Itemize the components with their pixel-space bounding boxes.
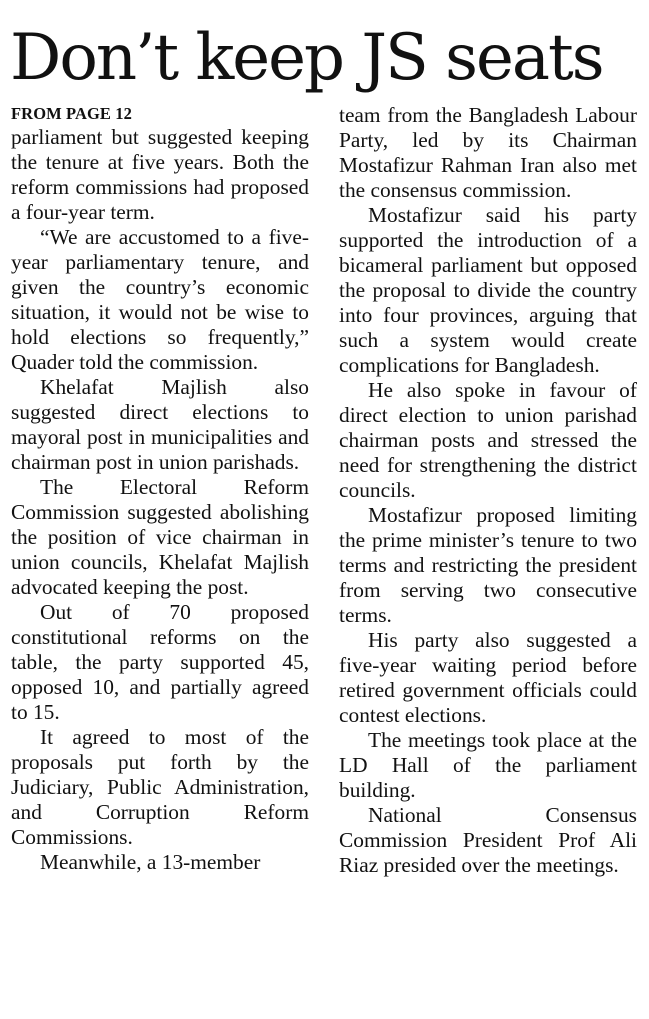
- paragraph-direct-election: He also spoke in favour of direct election to union parishad chairman posts and stressed the need for strengthening the district councils.: [339, 378, 637, 502]
- paragraph-continuation: parliament but suggested keeping the tenure at five years. Both the reform commissions had proposed a four-year term.: [11, 125, 309, 224]
- paragraph-term-limits: Mostafizur proposed limiting the prime minister’s tenure to two terms and restricting the president from serving two consecutive terms.: [339, 503, 637, 627]
- paragraph-khelafat-majlish: Khelafat Majlish also suggested direct elections to mayoral post in municipalities and chairman post in union parishads.: [11, 375, 309, 474]
- paragraph-electoral-reform: The Electoral Reform Commission suggested abolishing the position of vice chairman in union councils, Khelafat Majlish advocated keeping the post.: [11, 475, 309, 599]
- paragraph-meeting-venue: The meetings took place at the LD Hall of the parliament building.: [339, 728, 637, 802]
- left-column: [11, 103, 309, 875]
- paragraph-labour-party: team from the Bangladesh Labour Party, led by its Chairman Mostafizur Rahman Iran also met the consensus commission.: [339, 103, 637, 202]
- paragraph-commissions: It agreed to most of the proposals put forth by the Judiciary, Public Administration, and Corruption Reform Commissions.: [11, 725, 309, 849]
- paragraph-bicameral: Mostafizur said his party supported the introduction of a bicameral parliament but opposed the proposal to divide the country into four provinces, arguing that such a system would create complications for Bangladesh.: [339, 203, 637, 377]
- right-column: [339, 103, 637, 878]
- paragraph-quader-quote: “We are accustomed to a five-year parliamentary tenure, and given the country’s economic situation, it would not be wise to hold elections so frequently,” Quader told the commission.: [11, 225, 309, 374]
- paragraph-reform-count: Out of 70 proposed constitutional reforms on the table, the party supported 45, opposed 10, and partially agreed to 15.: [11, 600, 309, 724]
- paragraph-waiting-period: His party also suggested a five-year waiting period before retired government officials could contest elections.: [339, 628, 637, 727]
- headline: Don’t keep JS seats: [10, 21, 603, 95]
- paragraph-presided: National Consensus Commission President Prof Ali Riaz presided over the meetings.: [339, 803, 637, 877]
- jump-line: FROM PAGE 12: [11, 104, 132, 123]
- paragraph-meanwhile: Meanwhile, a 13-member: [40, 850, 261, 874]
